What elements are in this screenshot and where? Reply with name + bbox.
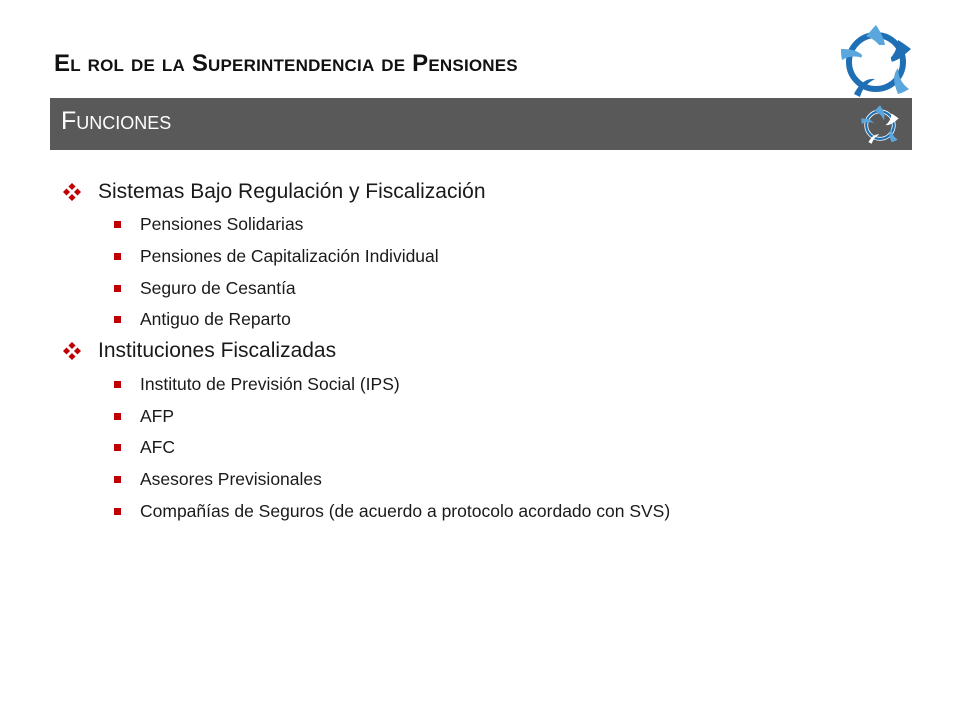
superintendencia-logo-small-icon	[858, 102, 902, 146]
list-item	[62, 400, 912, 432]
list-item-label: AFP	[140, 405, 175, 426]
square-bullet-icon	[114, 508, 121, 515]
square-bullet-icon	[114, 221, 121, 228]
sub-list	[62, 209, 912, 336]
sub-list	[62, 369, 912, 527]
list-item-label: Antiguo de Reparto	[140, 309, 291, 330]
list-item-label: Instituto de Previsión Social (IPS)	[140, 374, 400, 395]
square-bullet-icon	[114, 316, 121, 323]
slide-title: El rol de la Superintendencia de Pensiones	[54, 50, 518, 77]
square-bullet-icon	[114, 476, 121, 483]
section-header-band	[50, 98, 912, 150]
list-item-label: Pensiones Solidarias	[140, 214, 304, 235]
level1-label: Sistemas Bajo Regulación y Fiscalización	[98, 179, 486, 203]
list-item	[62, 241, 912, 273]
list-item	[62, 496, 912, 528]
superintendencia-logo-icon	[836, 22, 916, 98]
content-body	[62, 176, 912, 527]
diamond-bullet-icon	[63, 183, 81, 201]
diamond-bullet-icon	[63, 342, 81, 360]
list-item	[62, 464, 912, 496]
list-item	[62, 272, 912, 304]
bullet-group-instituciones	[62, 336, 912, 527]
level1-item	[62, 176, 912, 207]
list-item-label: Compañías de Seguros (de acuerdo a protocolo acordado con SVS)	[140, 500, 671, 521]
square-bullet-icon	[114, 413, 121, 420]
square-bullet-icon	[114, 285, 121, 292]
square-bullet-icon	[114, 381, 121, 388]
square-bullet-icon	[114, 253, 121, 260]
list-item-label: Asesores Previsionales	[140, 469, 322, 490]
section-header-title: Funciones	[61, 107, 172, 135]
list-item	[62, 304, 912, 336]
list-item	[62, 209, 912, 241]
square-bullet-icon	[114, 444, 121, 451]
level1-item	[62, 336, 912, 367]
list-item-label: Seguro de Cesantía	[140, 277, 296, 298]
bullet-group-sistemas	[62, 176, 912, 336]
level1-label: Instituciones Fiscalizadas	[98, 339, 337, 363]
list-item	[62, 432, 912, 464]
list-item	[62, 369, 912, 401]
list-item-label: AFC	[140, 437, 175, 458]
list-item-label: Pensiones de Capitalización Individual	[140, 246, 439, 267]
